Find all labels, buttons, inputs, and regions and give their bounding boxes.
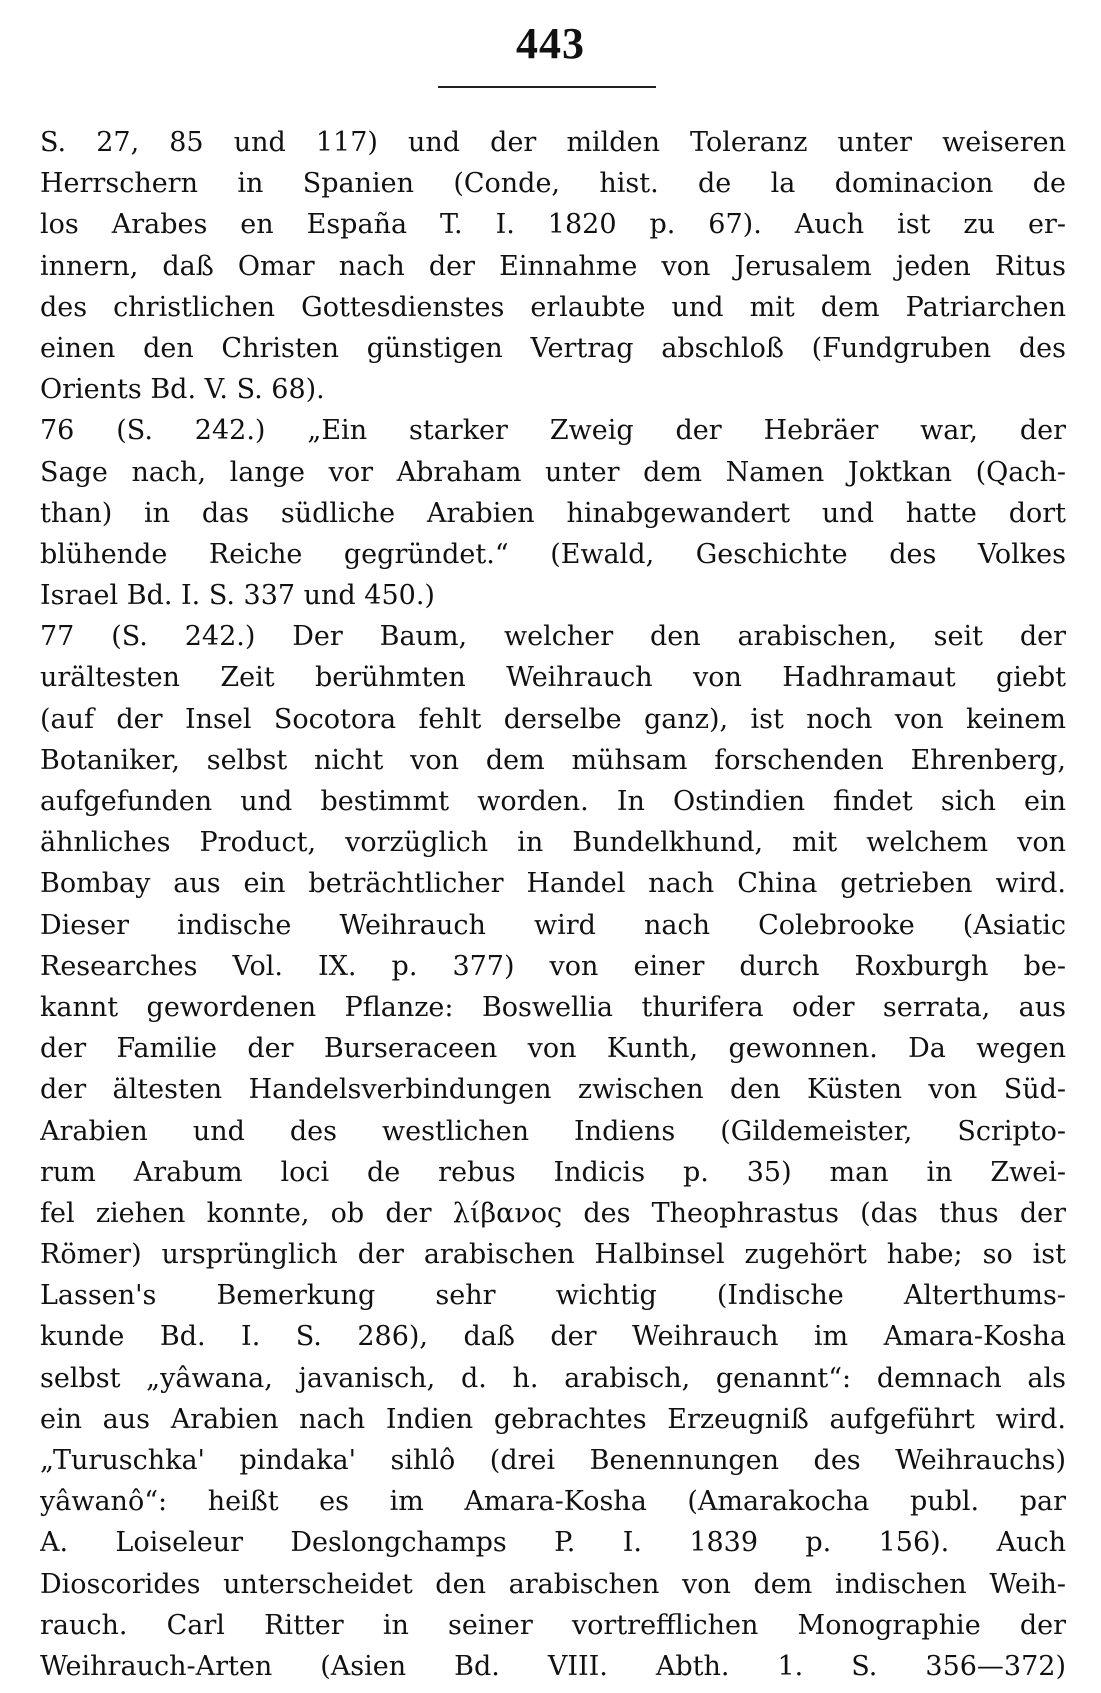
text-line: „Turuschka' pindaka' sihlô (drei Benennungen des Weihrauchs) bbox=[40, 1445, 1066, 1476]
text-line: des christlichen Gottesdienstes erlaubte und mit dem Patriarchen bbox=[40, 291, 1066, 323]
text-line: aufgefunden und bestimmt worden. In Ostindien findet sich ein bbox=[40, 786, 1066, 817]
text-line: urältesten Zeit berühmten Weihrauch von Hadhramaut giebt bbox=[40, 662, 1066, 694]
text-line: ein aus Arabien nach Indien gebrachtes Erzeugniß aufgeführt wird. bbox=[40, 1403, 1066, 1435]
text-line: Lassen's Bemerkung sehr wichtig (Indische Alterthums- bbox=[40, 1280, 1066, 1312]
text-line: Dioscorides unterscheidet den arabischen von dem indischen Weih- bbox=[40, 1568, 1066, 1600]
text-line: Israel Bd. I. S. 337 und 450.) bbox=[40, 580, 435, 612]
text-line: Sage nach, lange vor Abraham unter dem Namen Joktkan (Qach- bbox=[40, 456, 1066, 488]
text-line: ähnliches Product, vorzüglich in Bundelkhund, mit welchem von bbox=[40, 827, 1066, 859]
text-line: Herrschern in Spanien (Conde, hist. de la dominacion de bbox=[40, 168, 1066, 200]
text-line: 76 (S. 242.) „Ein starker Zweig der Hebräer war, der bbox=[40, 415, 1066, 447]
text-line: blühende Reiche gegründet.“ (Ewald, Geschichte des Volkes bbox=[40, 538, 1066, 570]
text-line: Researches Vol. IX. p. 377) von einer durch Roxburgh be- bbox=[40, 950, 1066, 982]
text-line: Römer) ursprünglich der arabischen Halbinsel zugehört habe; so ist bbox=[40, 1239, 1066, 1271]
body-text bbox=[40, 122, 1066, 1687]
text-line: der Familie der Burseraceen von Kunth, gewonnen. Da wegen bbox=[40, 1033, 1066, 1065]
text-line: 77 (S. 242.) Der Baum, welcher den arabischen, seit der bbox=[40, 621, 1066, 653]
text-line: der ältesten Handelsverbindungen zwischen den Küsten von Süd- bbox=[40, 1074, 1066, 1106]
text-line: than) in das südliche Arabien hinabgewandert und hatte dort bbox=[40, 497, 1066, 529]
text-line: kunde Bd. I. S. 286), daß der Weihrauch im Amara-Kosha bbox=[40, 1321, 1066, 1353]
text-line: rauch. Carl Ritter in seiner vortrefflichen Monographie der bbox=[40, 1609, 1066, 1641]
text-line: einen den Christen günstigen Vertrag abschloß (Fundgruben des bbox=[40, 332, 1066, 364]
text-line: selbst „yâwana, javanisch, d. h. arabisch, genannt“: demnach als bbox=[40, 1362, 1066, 1394]
header-rule bbox=[438, 86, 656, 88]
text-line: rum Arabum loci de rebus Indicis p. 35) man in Zwei- bbox=[40, 1156, 1066, 1188]
text-line: fel ziehen konnte, ob der λίβανος des Theophrastus (das thus der bbox=[40, 1197, 1066, 1229]
text-line: Botaniker, selbst nicht von dem mühsam forschenden Ehrenberg, bbox=[40, 744, 1066, 776]
text-line: Dieser indische Weihrauch wird nach Colebrooke (Asiatic bbox=[40, 909, 1066, 941]
page-number: 443 bbox=[516, 19, 585, 68]
text-line: yâwanô“: heißt es im Amara-Kosha (Amarakocha publ. par bbox=[40, 1486, 1066, 1518]
text-line: A. Loiseleur Deslongchamps P. I. 1839 p. 156). Auch bbox=[40, 1527, 1066, 1559]
text-line: S. 27, 85 und 117) und der milden Toleranz unter weiseren bbox=[40, 127, 1066, 158]
text-line: kannt gewordenen Pflanze: Boswellia thurifera oder serrata, aus bbox=[40, 991, 1066, 1023]
text-line: innern, daß Omar nach der Einnahme von Jerusalem jeden Ritus bbox=[40, 250, 1066, 282]
text-line: Weihrauch-Arten (Asien Bd. VIII. Abth. 1. S. 356—372) bbox=[40, 1650, 1066, 1682]
text-line: los Arabes en España T. I. 1820 p. 67). Auch ist zu er- bbox=[40, 209, 1066, 241]
text-line: Bombay aus ein beträchtlicher Handel nach China getrieben wird. bbox=[40, 868, 1066, 900]
text-line: Orients Bd. V. S. 68). bbox=[40, 374, 325, 406]
text-line: (auf der Insel Socotora fehlt derselbe ganz), ist noch von keinem bbox=[40, 703, 1066, 735]
text-line: Arabien und des westlichen Indiens (Gildemeister, Scripto- bbox=[40, 1115, 1066, 1147]
